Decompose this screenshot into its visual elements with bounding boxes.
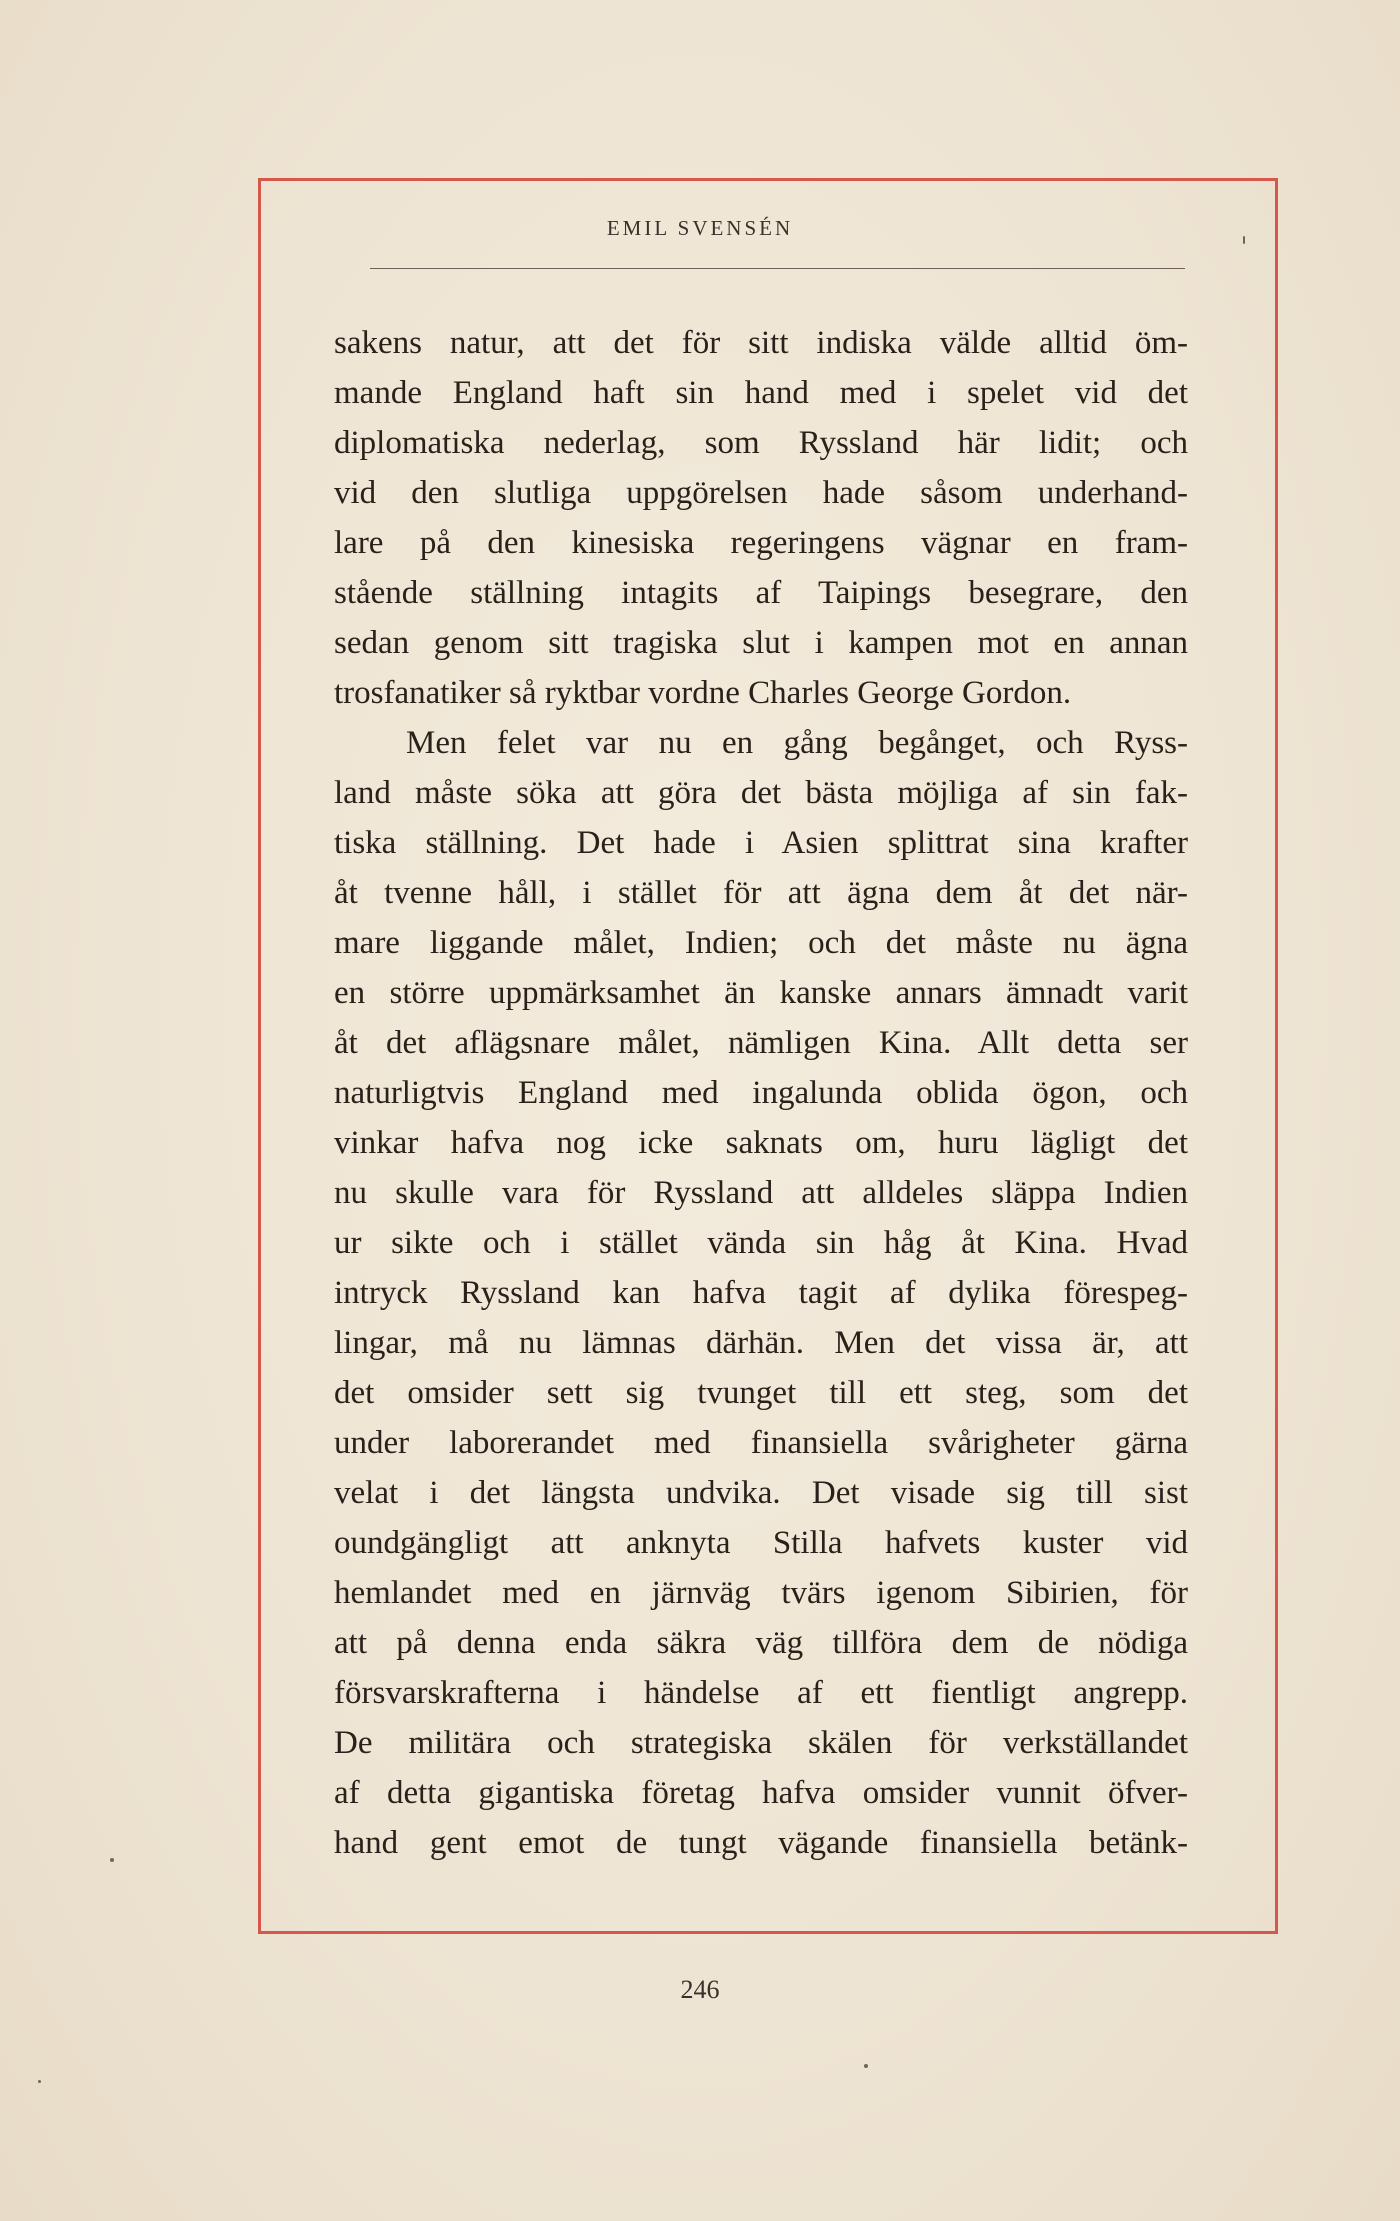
- text-line: vinkar hafva nog icke saknats om, huru lägligt det: [334, 1125, 1188, 1161]
- text-line: intryck Ryssland kan hafva tagit af dylika förespeg-: [334, 1275, 1188, 1311]
- text-line: oundgängligt att anknyta Stilla hafvets kuster vid: [334, 1525, 1188, 1561]
- text-line: lingar, må nu lämnas därhän. Men det vissa är, att: [334, 1325, 1188, 1361]
- text-line: De militära och strategiska skälen för verkställandet: [334, 1725, 1188, 1761]
- text-line: trosfanatiker så ryktbar vordne Charles George Gordon.: [334, 675, 1072, 711]
- text-line: land måste söka att göra det bästa möjliga af sin fak-: [334, 775, 1188, 811]
- text-line: velat i det längsta undvika. Det visade sig till sist: [334, 1475, 1188, 1511]
- paragraph: [334, 318, 1188, 718]
- text-line: mande England haft sin hand med i spelet vid det: [334, 375, 1188, 411]
- text-line: hemlandet med en järnväg tvärs igenom Sibirien, för: [334, 1575, 1188, 1611]
- text-line: en större uppmärksamhet än kanske annars ämnadt varit: [334, 975, 1188, 1011]
- text-line: att på denna enda säkra väg tillföra dem de nödiga: [334, 1625, 1188, 1661]
- text-line: af detta gigantiska företag hafva omsider vunnit öfver-: [334, 1775, 1188, 1811]
- page-number: 246: [680, 1975, 720, 2004]
- text-line: försvarskrafterna i händelse af ett fientligt angrepp.: [334, 1675, 1188, 1711]
- text-line: under laborerandet med finansiella svårigheter gärna: [334, 1425, 1188, 1461]
- paper-speck: [110, 1858, 114, 1862]
- text-line: åt tvenne håll, i stället för att ägna dem åt det när-: [334, 875, 1188, 911]
- header-rule: [370, 268, 1185, 269]
- text-line: nu skulle vara för Ryssland att alldeles släppa Indien: [334, 1175, 1188, 1211]
- paper-speck: [1243, 236, 1245, 244]
- text-line: vid den slutliga uppgörelsen hade såsom underhand-: [334, 475, 1188, 511]
- text-line: lare på den kinesiska regeringens vägnar en fram-: [334, 525, 1188, 561]
- paper-speck: [38, 2080, 41, 2083]
- text-line: åt det aflägsnare målet, nämligen Kina. Allt detta ser: [334, 1025, 1188, 1061]
- text-line: ur sikte och i stället vända sin håg åt Kina. Hvad: [334, 1225, 1188, 1261]
- text-line: Men felet var nu en gång begånget, och Ryss-: [406, 725, 1188, 761]
- text-line: det omsider sett sig tvunget till ett steg, som det: [334, 1375, 1188, 1411]
- paper-speck: [864, 2064, 868, 2068]
- text-line: sedan genom sitt tragiska slut i kampen mot en annan: [334, 625, 1188, 661]
- text-line: hand gent emot de tungt vägande finansiella betänk-: [334, 1825, 1188, 1861]
- text-line: stående ställning intagits af Taipings besegrare, den: [334, 575, 1188, 611]
- text-line: tiska ställning. Det hade i Asien splittrat sina krafter: [334, 825, 1188, 861]
- body-text: [334, 318, 1188, 1868]
- text-line: mare liggande målet, Indien; och det måste nu ägna: [334, 925, 1188, 961]
- running-head: EMIL SVENSÉN: [606, 216, 794, 240]
- text-line: naturligtvis England med ingalunda oblida ögon, och: [334, 1075, 1188, 1111]
- paragraph: [334, 718, 1188, 1868]
- text-line: sakens natur, att det för sitt indiska välde alltid öm-: [334, 325, 1188, 361]
- text-line: diplomatiska nederlag, som Ryssland här lidit; och: [334, 425, 1188, 461]
